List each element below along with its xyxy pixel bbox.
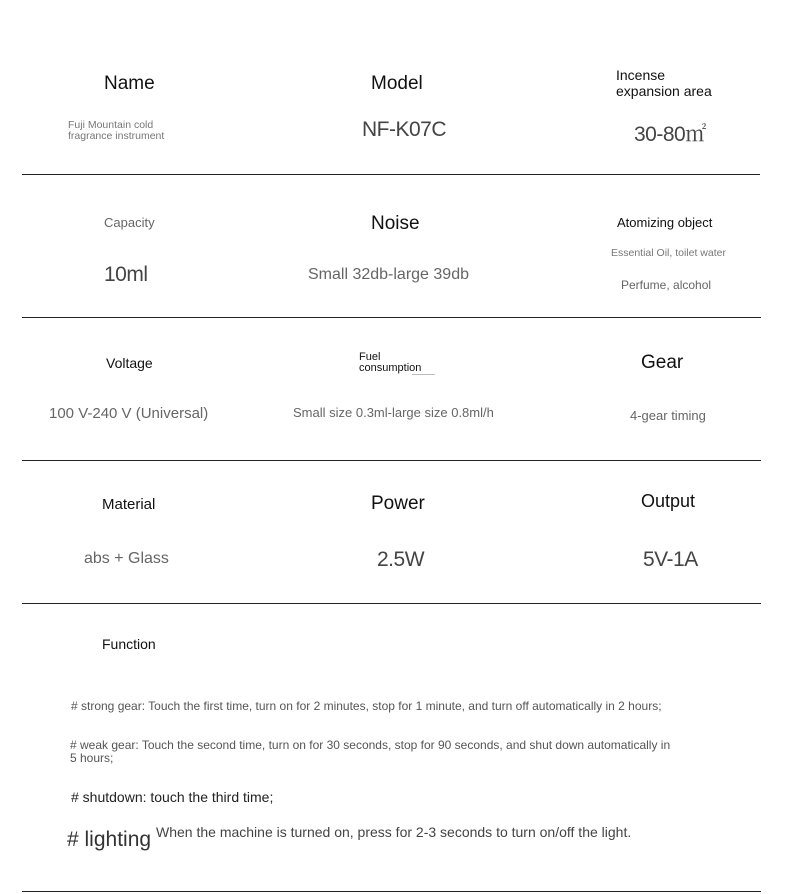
noise-value: Small 32db-large 39db [308,266,469,283]
noise-label: Noise [371,213,420,234]
function-shutdown: # shutdown: touch the third time; [71,789,274,805]
material-value: abs + Glass [84,550,169,567]
area-label: Incense expansion area [616,67,712,99]
capacity-label: Capacity [104,215,155,230]
bottom-divider [22,891,761,892]
row-divider [22,460,761,461]
gear-label: Gear [641,352,684,373]
capacity-value: 10ml [104,263,148,286]
row-divider [22,603,761,604]
model-value: NF-K07C [362,118,447,141]
function-label: Function [102,636,156,652]
gear-value: 4-gear timing [630,408,706,423]
output-label: Output [641,491,696,511]
atomize-label: Atomizing object [617,215,713,230]
function-strong: # strong gear: Touch the first time, turn on for 2 minutes, stop for 1 minute, and turn off automatically in 2 hours; [71,699,662,713]
row-divider [22,317,761,318]
function-weak: # weak gear: Touch the second time, turn on for 30 seconds, stop for 90 seconds, and shut down automatically in 5 hours; [70,738,671,765]
function-lighting-prefix: # lighting [67,828,152,851]
output-value: 5V-1A [643,548,698,571]
power-label: Power [371,493,425,514]
material-label: Material [102,496,156,513]
model-label: Model [371,73,423,94]
fuel-label: Fuel consumption [359,351,422,374]
voltage-value: 100 V-240 V (Universal) [49,405,209,422]
function-lighting-text: When the machine is turned on, press for 2-3 seconds to turn on/off the light. [156,824,632,840]
power-value: 2.5W [377,548,425,571]
voltage-label: Voltage [106,355,153,371]
underline-mark [412,374,435,375]
name-label: Name [104,73,155,94]
row-divider [22,174,760,175]
fuel-value: Small size 0.3ml-large size 0.8ml/h [293,405,494,420]
atomize-value-2: Perfume, alcohol [621,278,712,292]
area-value: 30-80㎡ [634,123,706,146]
atomize-value-1: Essential Oil, toilet water [611,247,726,259]
name-value: Fuji Mountain cold fragrance instrument [68,119,165,142]
